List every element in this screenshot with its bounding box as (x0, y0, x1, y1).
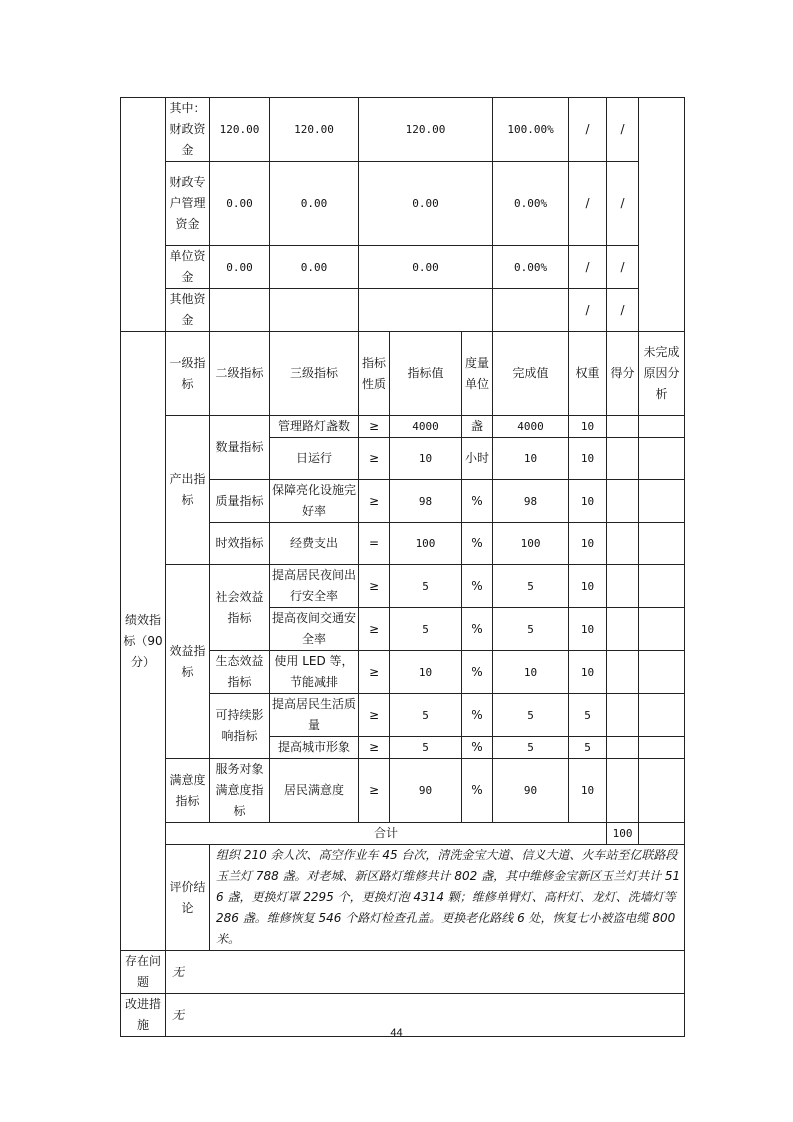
indicator-weight: 10 (569, 416, 607, 438)
header-reason: 未完成原因分析 (639, 332, 685, 416)
total-row (121, 823, 685, 845)
indicator-score (607, 523, 639, 565)
indicator-unit: % (462, 737, 493, 759)
indicator-nature: ≥ (359, 759, 390, 823)
funding-blank-cell (121, 98, 166, 332)
indicator-actual: 10 (493, 438, 569, 480)
indicator-target: 5 (390, 694, 462, 737)
indicator-nature: ≥ (359, 651, 390, 694)
evaluation-row (121, 845, 685, 951)
indicator-actual: 5 (493, 694, 569, 737)
funding-label: 财政专户管理资金 (166, 162, 210, 246)
problems-label: 存在问题 (121, 951, 166, 994)
indicator-score (607, 759, 639, 823)
indicator-nature: ≥ (359, 480, 390, 523)
group-satisfaction: 满意度指标 (166, 759, 210, 823)
indicator-unit: % (462, 759, 493, 823)
score-slash: / (607, 289, 639, 332)
indicator-actual: 4000 (493, 416, 569, 438)
indicator-reason (639, 416, 685, 438)
score-slash: / (607, 246, 639, 289)
indicator-score (607, 737, 639, 759)
indicator-actual: 5 (493, 565, 569, 608)
header-score: 得分 (607, 332, 639, 416)
indicator-name: 提高夜间交通安全率 (270, 608, 359, 651)
indicator-unit: % (462, 523, 493, 565)
funding-row (121, 246, 685, 289)
full-year-budget: 0.00 (270, 246, 359, 289)
score-slash: / (569, 246, 607, 289)
execution-rate: 0.00% (493, 162, 569, 246)
total-score (639, 823, 685, 845)
indicator-reason (639, 565, 685, 608)
subgroup-sustainable: 可持续影响指标 (210, 694, 270, 759)
indicator-target: 5 (390, 737, 462, 759)
header-nature: 指标性质 (359, 332, 390, 416)
header-unit: 度量单位 (462, 332, 493, 416)
indicator-name: 保障亮化设施完好率 (270, 480, 359, 523)
indicator-reason (639, 608, 685, 651)
indicator-weight: 5 (569, 694, 607, 737)
full-year-budget: 120.00 (270, 98, 359, 162)
indicator-score (607, 565, 639, 608)
annual-budget: 120.00 (210, 98, 270, 162)
indicator-weight: 10 (569, 480, 607, 523)
indicator-unit: 小时 (462, 438, 493, 480)
executed: 0.00 (359, 162, 493, 246)
score-slash: / (569, 98, 607, 162)
indicator-weight: 10 (569, 438, 607, 480)
indicator-weight: 10 (569, 651, 607, 694)
indicator-target: 5 (390, 565, 462, 608)
performance-header-row (121, 332, 685, 416)
score-slash: / (569, 162, 607, 246)
executed (359, 289, 493, 332)
full-year-budget (270, 289, 359, 332)
indicator-nature: = (359, 523, 390, 565)
executed: 120.00 (359, 98, 493, 162)
problems-row (121, 951, 685, 994)
indicator-target: 98 (390, 480, 462, 523)
header-level3: 三级指标 (270, 332, 359, 416)
indicator-reason (639, 651, 685, 694)
improvements-label: 改进措施 (121, 994, 166, 1037)
total-weight: 100 (607, 823, 639, 845)
full-year-budget: 0.00 (270, 162, 359, 246)
total-label: 合计 (166, 823, 607, 845)
header-actual: 完成值 (493, 332, 569, 416)
execution-rate (493, 289, 569, 332)
indicator-name: 居民满意度 (270, 759, 359, 823)
funding-label: 其中：财政资金 (166, 98, 210, 162)
evaluation-text: 组织 210 余人次、高空作业车 45 台次，清洗金宝大道、信义大道、火车站至亿联路段玉兰灯 788 盏。对老城、新区路灯维修共计 802 盏，其中维修金宝新区玉兰灯共计 516 盏，更换灯罩 2295 个，更换灯泡 4314 颗；维修单臂灯、高杆灯、龙灯、洗墙灯等 286 盏。维修恢复 546 个路灯检查孔盖。更换老化路线 6 处，恢复七小被盗电缆 800 米。 (210, 845, 685, 951)
indicator-actual: 5 (493, 608, 569, 651)
indicator-reason (639, 523, 685, 565)
subgroup-social: 社会效益指标 (210, 565, 270, 651)
indicator-weight: 10 (569, 565, 607, 608)
indicator-weight: 10 (569, 523, 607, 565)
score-slash: / (607, 162, 639, 246)
annual-budget (210, 289, 270, 332)
performance-table (120, 97, 685, 1037)
indicator-actual: 100 (493, 523, 569, 565)
indicator-unit: % (462, 480, 493, 523)
indicator-nature: ≥ (359, 694, 390, 737)
funding-row (121, 98, 685, 162)
execution-rate: 100.00% (493, 98, 569, 162)
indicator-row (121, 416, 685, 438)
indicator-unit: 盏 (462, 416, 493, 438)
subgroup-ecological: 生态效益指标 (210, 651, 270, 694)
indicator-name: 提高城市形象 (270, 737, 359, 759)
evaluation-label: 评价结论 (166, 845, 210, 951)
funding-row (121, 162, 685, 246)
subgroup-timeliness: 时效指标 (210, 523, 270, 565)
group-benefit: 效益指标 (166, 565, 210, 759)
funding-right-blank (639, 98, 685, 332)
subgroup-quality: 质量指标 (210, 480, 270, 523)
indicator-reason (639, 694, 685, 737)
indicator-actual: 90 (493, 759, 569, 823)
annual-budget: 0.00 (210, 246, 270, 289)
score-slash: / (607, 98, 639, 162)
indicator-target: 4000 (390, 416, 462, 438)
indicator-name: 管理路灯盏数 (270, 416, 359, 438)
indicator-score (607, 694, 639, 737)
indicator-weight: 10 (569, 759, 607, 823)
indicator-actual: 98 (493, 480, 569, 523)
indicator-target: 100 (390, 523, 462, 565)
subgroup-quantity: 数量指标 (210, 416, 270, 480)
header-target: 指标值 (390, 332, 462, 416)
indicator-unit: % (462, 694, 493, 737)
indicator-score (607, 438, 639, 480)
header-level1: 一级指标 (166, 332, 210, 416)
indicator-actual: 10 (493, 651, 569, 694)
indicator-name: 经费支出 (270, 523, 359, 565)
indicator-nature: ≥ (359, 608, 390, 651)
indicator-reason (639, 737, 685, 759)
annual-budget: 0.00 (210, 162, 270, 246)
indicator-reason (639, 759, 685, 823)
indicator-target: 10 (390, 438, 462, 480)
header-level2: 二级指标 (210, 332, 270, 416)
score-slash: / (569, 289, 607, 332)
indicator-name: 提高居民生活质量 (270, 694, 359, 737)
indicator-weight: 5 (569, 737, 607, 759)
indicator-name: 使用 LED 等，节能减排 (270, 651, 359, 694)
indicator-unit: % (462, 565, 493, 608)
indicator-reason (639, 480, 685, 523)
group-output: 产出指标 (166, 416, 210, 565)
indicator-nature: ≥ (359, 737, 390, 759)
indicator-target: 90 (390, 759, 462, 823)
indicator-unit: % (462, 651, 493, 694)
indicator-score (607, 651, 639, 694)
indicator-name: 日运行 (270, 438, 359, 480)
indicator-target: 10 (390, 651, 462, 694)
funding-row (121, 289, 685, 332)
improvements-text: 无 (166, 994, 685, 1037)
problems-text: 无 (166, 951, 685, 994)
indicator-score (607, 416, 639, 438)
funding-label: 其他资金 (166, 289, 210, 332)
indicator-row (121, 759, 685, 823)
subgroup-service-satisfaction: 服务对象满意度指标 (210, 759, 270, 823)
executed: 0.00 (359, 246, 493, 289)
execution-rate: 0.00% (493, 246, 569, 289)
header-weight: 权重 (569, 332, 607, 416)
indicator-target: 5 (390, 608, 462, 651)
indicator-unit: % (462, 608, 493, 651)
indicator-weight: 10 (569, 608, 607, 651)
indicator-actual: 5 (493, 737, 569, 759)
funding-label: 单位资金 (166, 246, 210, 289)
indicator-nature: ≥ (359, 565, 390, 608)
indicator-nature: ≥ (359, 416, 390, 438)
indicator-name: 提高居民夜间出行安全率 (270, 565, 359, 608)
indicator-score (607, 608, 639, 651)
indicator-reason (639, 438, 685, 480)
indicator-score (607, 480, 639, 523)
indicator-row (121, 565, 685, 608)
page-number: 44 (390, 1027, 403, 1039)
performance-section-label: 绩效指标（90分） (121, 332, 166, 951)
indicator-nature: ≥ (359, 438, 390, 480)
